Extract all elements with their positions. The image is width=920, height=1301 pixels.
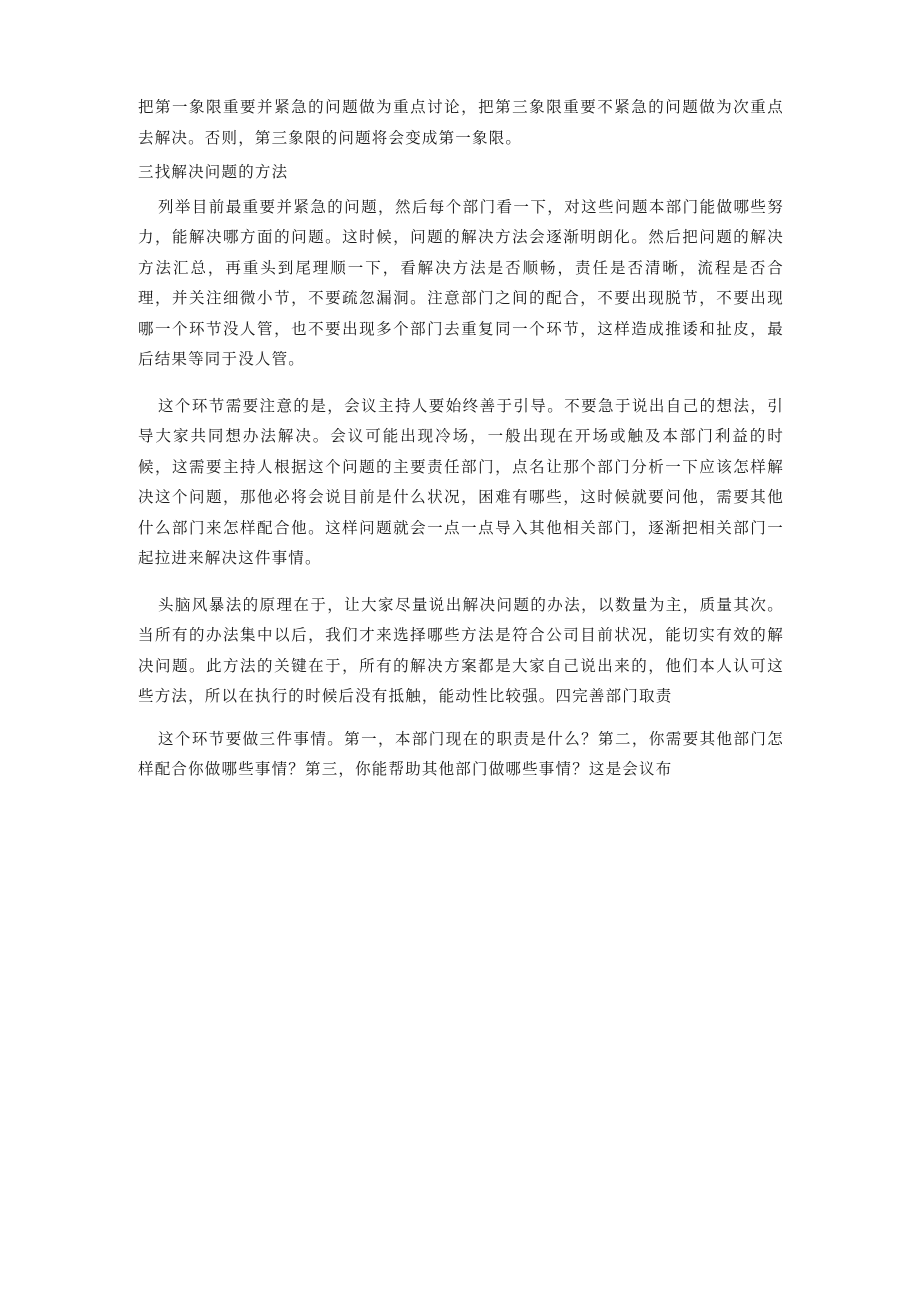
paragraph-quadrant-priority: 把第一象限重要并紧急的问题做为重点讨论，把第三象限重要不紧急的问题做为次重点去解决。否则，第三象限的问题将会变成第一象限。 <box>138 98 784 147</box>
section-heading-find-solutions: 三找解决问题的方法 <box>138 163 289 181</box>
paragraph-three-things: 这个环节要做三件事情。第一，本部门现在的职责是什么？第二，你需要其他部门怎样配合你做哪些事情？第三，你能帮助其他部门做哪些事情？这是会议布 <box>138 729 784 778</box>
paragraph-list-problems: 列举目前最重要并紧急的问题，然后每个部门看一下，对这些问题本部门能做哪些努力，能解决哪方面的问题。这时候，问题的解决方法会逐渐明朗化。然后把问题的解决方法汇总，再重头到尾理顺一下，看解决方法是否顺畅，责任是否清晰，流程是否合理，并关注细微小节，不要疏忽漏洞。注意部门之间的配合，不要出现脱节，不要出现哪一个环节没人管，也不要出现多个部门去重复同一个环节，这样造成推诿和扯皮，最后结果等同于没人管。 <box>138 197 784 368</box>
paragraph-brainstorming: 头脑风暴法的原理在于，让大家尽量说出解决问题的办法，以数量为主，质量其次。当所有的办法集中以后，我们才来选择哪些方法是符合公司目前状况，能切实有效的解决问题。此方法的关键在于，所有的解决方案都是大家自己说出来的，他们本人认可这些方法，所以在执行的时候后没有抵触，能动性比较强。四完善部门取责 <box>138 595 784 705</box>
paragraph-host-guidance: 这个环节需要注意的是，会议主持人要始终善于引导。不要急于说出自己的想法，引导大家共同想办法解决。会议可能出现冷场，一般出现在开场或触及本部门利益的时候，这需要主持人根据这个问题的主要责任部门，点名让那个部门分析一下应该怎样解决这个问题，那他必将会说目前是什么状况，困难有哪些，这时候就要问他，需要其他什么部门来怎样配合他。这样问题就会一点一点导入其他相关部门，逐渐把相关部门一起拉进来解决这件事情。 <box>138 396 784 567</box>
document-page <box>138 92 784 785</box>
